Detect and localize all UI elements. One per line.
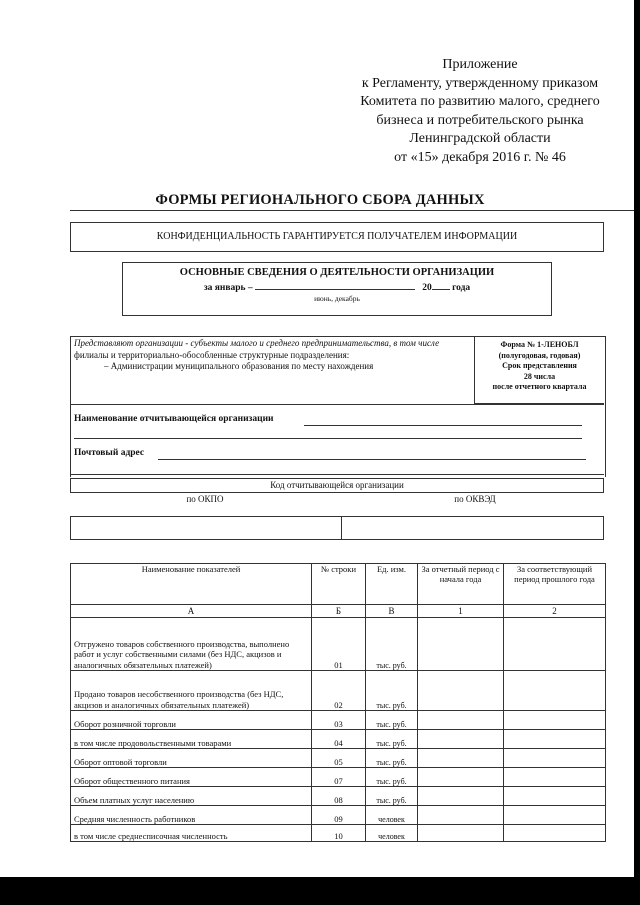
- form-info-box: [474, 336, 604, 404]
- row-name: Оборот общественного питания: [71, 768, 312, 787]
- row-unit: тыс. руб.: [366, 618, 418, 671]
- row-name: в том числе среднесписочная численность: [71, 825, 312, 842]
- table-row: [71, 618, 606, 671]
- row-current-value[interactable]: [418, 787, 504, 806]
- table-row: [71, 787, 606, 806]
- row-unit: человек: [366, 806, 418, 825]
- row-name: в том числе продовольственными товарами: [71, 730, 312, 749]
- row-current-value[interactable]: [418, 671, 504, 711]
- col-letter: А: [71, 605, 312, 618]
- row-current-value[interactable]: [418, 711, 504, 730]
- row-previous-value[interactable]: [504, 787, 606, 806]
- row-unit: тыс. руб.: [366, 711, 418, 730]
- confidentiality-notice: КОНФИДЕНЦИАЛЬНОСТЬ ГАРАНТИРУЕТСЯ ПОЛУЧАТЕЛЕМ ИНФОРМАЦИИ: [70, 222, 604, 252]
- scan-edge: [634, 0, 640, 877]
- summary-title: ОСНОВНЫЕ СВЕДЕНИЯ О ДЕЯТЕЛЬНОСТИ ОРГАНИЗАЦИИ: [179, 267, 495, 278]
- codes-divider: [341, 517, 342, 539]
- row-unit: тыс. руб.: [366, 749, 418, 768]
- row-current-value[interactable]: [418, 618, 504, 671]
- submitters-line2: – Администрации муниципального образования по месту нахождения: [104, 361, 374, 371]
- row-unit: тыс. руб.: [366, 787, 418, 806]
- header-line: от «15» декабря 2016 г. № 46: [394, 149, 566, 165]
- table-row: [71, 768, 606, 787]
- postal-label: Почтовый адрес: [74, 448, 145, 458]
- summary-period: [123, 280, 551, 293]
- row-name: Оборот розничной торговли: [71, 711, 312, 730]
- col-header-name: Наименование показателей: [71, 564, 312, 605]
- header-line: к Регламенту, утвержденному приказом: [361, 75, 599, 91]
- row-number: 10: [312, 825, 366, 842]
- year-field[interactable]: [432, 280, 450, 290]
- col-header-current: За отчетный период с начала года: [418, 564, 504, 605]
- org-name-field-line2[interactable]: [74, 438, 582, 439]
- okved-label: по ОКВЭД: [454, 494, 496, 504]
- row-number: 08: [312, 787, 366, 806]
- table-row: [71, 749, 606, 768]
- okpo-label: по ОКПО: [186, 494, 224, 504]
- org-name-field[interactable]: [304, 425, 582, 426]
- col-header-previous: За соответствующий период прошлого года: [504, 564, 606, 605]
- row-number: 05: [312, 749, 366, 768]
- row-name: Отгружено товаров собственного производства, выполнено работ и услуг собственными силами (без НДС, акцизов и аналогичных обязательных платежей): [71, 618, 312, 671]
- row-current-value[interactable]: [418, 768, 504, 787]
- row-name: Оборот оптовой торговли: [71, 749, 312, 768]
- submitters-text: [74, 338, 466, 373]
- postal-address-field[interactable]: [158, 459, 586, 460]
- row-unit: тыс. руб.: [366, 768, 418, 787]
- period-field[interactable]: [255, 280, 415, 290]
- row-previous-value[interactable]: [504, 671, 606, 711]
- row-name: Объем платных услуг населению: [71, 787, 312, 806]
- period-hint: июнь, декабрь: [314, 294, 360, 303]
- row-current-value[interactable]: [418, 806, 504, 825]
- divider: [70, 474, 604, 475]
- submitters-italic: Представляют организации - субъекты малого и среднего предпринимательства, в том числе: [74, 338, 440, 348]
- table-letters-row: [71, 605, 606, 618]
- row-number: 02: [312, 671, 366, 711]
- row-number: 03: [312, 711, 366, 730]
- row-number: 07: [312, 768, 366, 787]
- header-line: Приложение: [442, 57, 518, 72]
- row-previous-value[interactable]: [504, 825, 606, 842]
- row-name: Средняя численность работников: [71, 806, 312, 825]
- row-number: 01: [312, 618, 366, 671]
- row-previous-value[interactable]: [504, 730, 606, 749]
- organization-block: [70, 336, 604, 524]
- table-row: [71, 806, 606, 825]
- table-header-row: [71, 564, 606, 605]
- row-previous-value[interactable]: [504, 618, 606, 671]
- summary-box: [122, 262, 552, 316]
- divider: [70, 404, 604, 405]
- row-number: 09: [312, 806, 366, 825]
- org-name-label: Наименование отчитывающейся организации: [74, 414, 274, 424]
- scan-bottom-bar: [0, 877, 640, 905]
- form-number: Форма № 1-ЛЕНОБЛ: [500, 340, 579, 349]
- row-previous-value[interactable]: [504, 806, 606, 825]
- col-header-unit: Ед. изм.: [366, 564, 418, 605]
- row-current-value[interactable]: [418, 825, 504, 842]
- table-row: [71, 671, 606, 711]
- year-suffix: года: [452, 283, 471, 293]
- header-line: Комитета по развитию малого, среднего: [360, 94, 600, 109]
- table-row: [71, 825, 606, 842]
- form-frequency: (полугодовая, годовая): [498, 350, 581, 360]
- deadline-day: 28 числа: [523, 371, 556, 381]
- col-header-line: № строки: [312, 564, 366, 605]
- header-line: Ленинградской области: [409, 131, 551, 146]
- period-prefix: за январь –: [203, 283, 253, 293]
- row-unit: человек: [366, 825, 418, 842]
- appendix-header: [330, 56, 630, 167]
- col-letter: Б: [312, 605, 366, 618]
- table-row: [71, 730, 606, 749]
- header-line: бизнеса и потребительского рынка: [376, 112, 584, 128]
- row-current-value[interactable]: [418, 730, 504, 749]
- row-unit: тыс. руб.: [366, 730, 418, 749]
- row-unit: тыс. руб.: [366, 671, 418, 711]
- org-codes-row: [70, 516, 604, 540]
- org-code-title: Код отчитывающейся организации: [70, 478, 604, 493]
- indicators-table: [70, 563, 606, 842]
- row-previous-value[interactable]: [504, 768, 606, 787]
- table-row: [71, 711, 606, 730]
- submitters-rest: филиалы и территориально-обособленные структурные подразделения:: [74, 349, 350, 360]
- row-previous-value[interactable]: [504, 711, 606, 730]
- year-prefix: 20: [422, 283, 432, 293]
- title-divider: [70, 210, 640, 211]
- row-name: Продано товаров несобственного производства (без НДС, акцизов и аналогичных обязательных платежей): [71, 671, 312, 711]
- col-letter: В: [366, 605, 418, 618]
- deadline-label: Срок представления: [502, 361, 577, 370]
- deadline-period: после отчетного квартала: [492, 382, 587, 391]
- page-title: ФОРМЫ РЕГИОНАЛЬНОГО СБОРА ДАННЫХ: [155, 192, 485, 208]
- col-letter: 2: [504, 605, 606, 618]
- row-current-value[interactable]: [418, 749, 504, 768]
- col-letter: 1: [418, 605, 504, 618]
- row-number: 04: [312, 730, 366, 749]
- row-previous-value[interactable]: [504, 749, 606, 768]
